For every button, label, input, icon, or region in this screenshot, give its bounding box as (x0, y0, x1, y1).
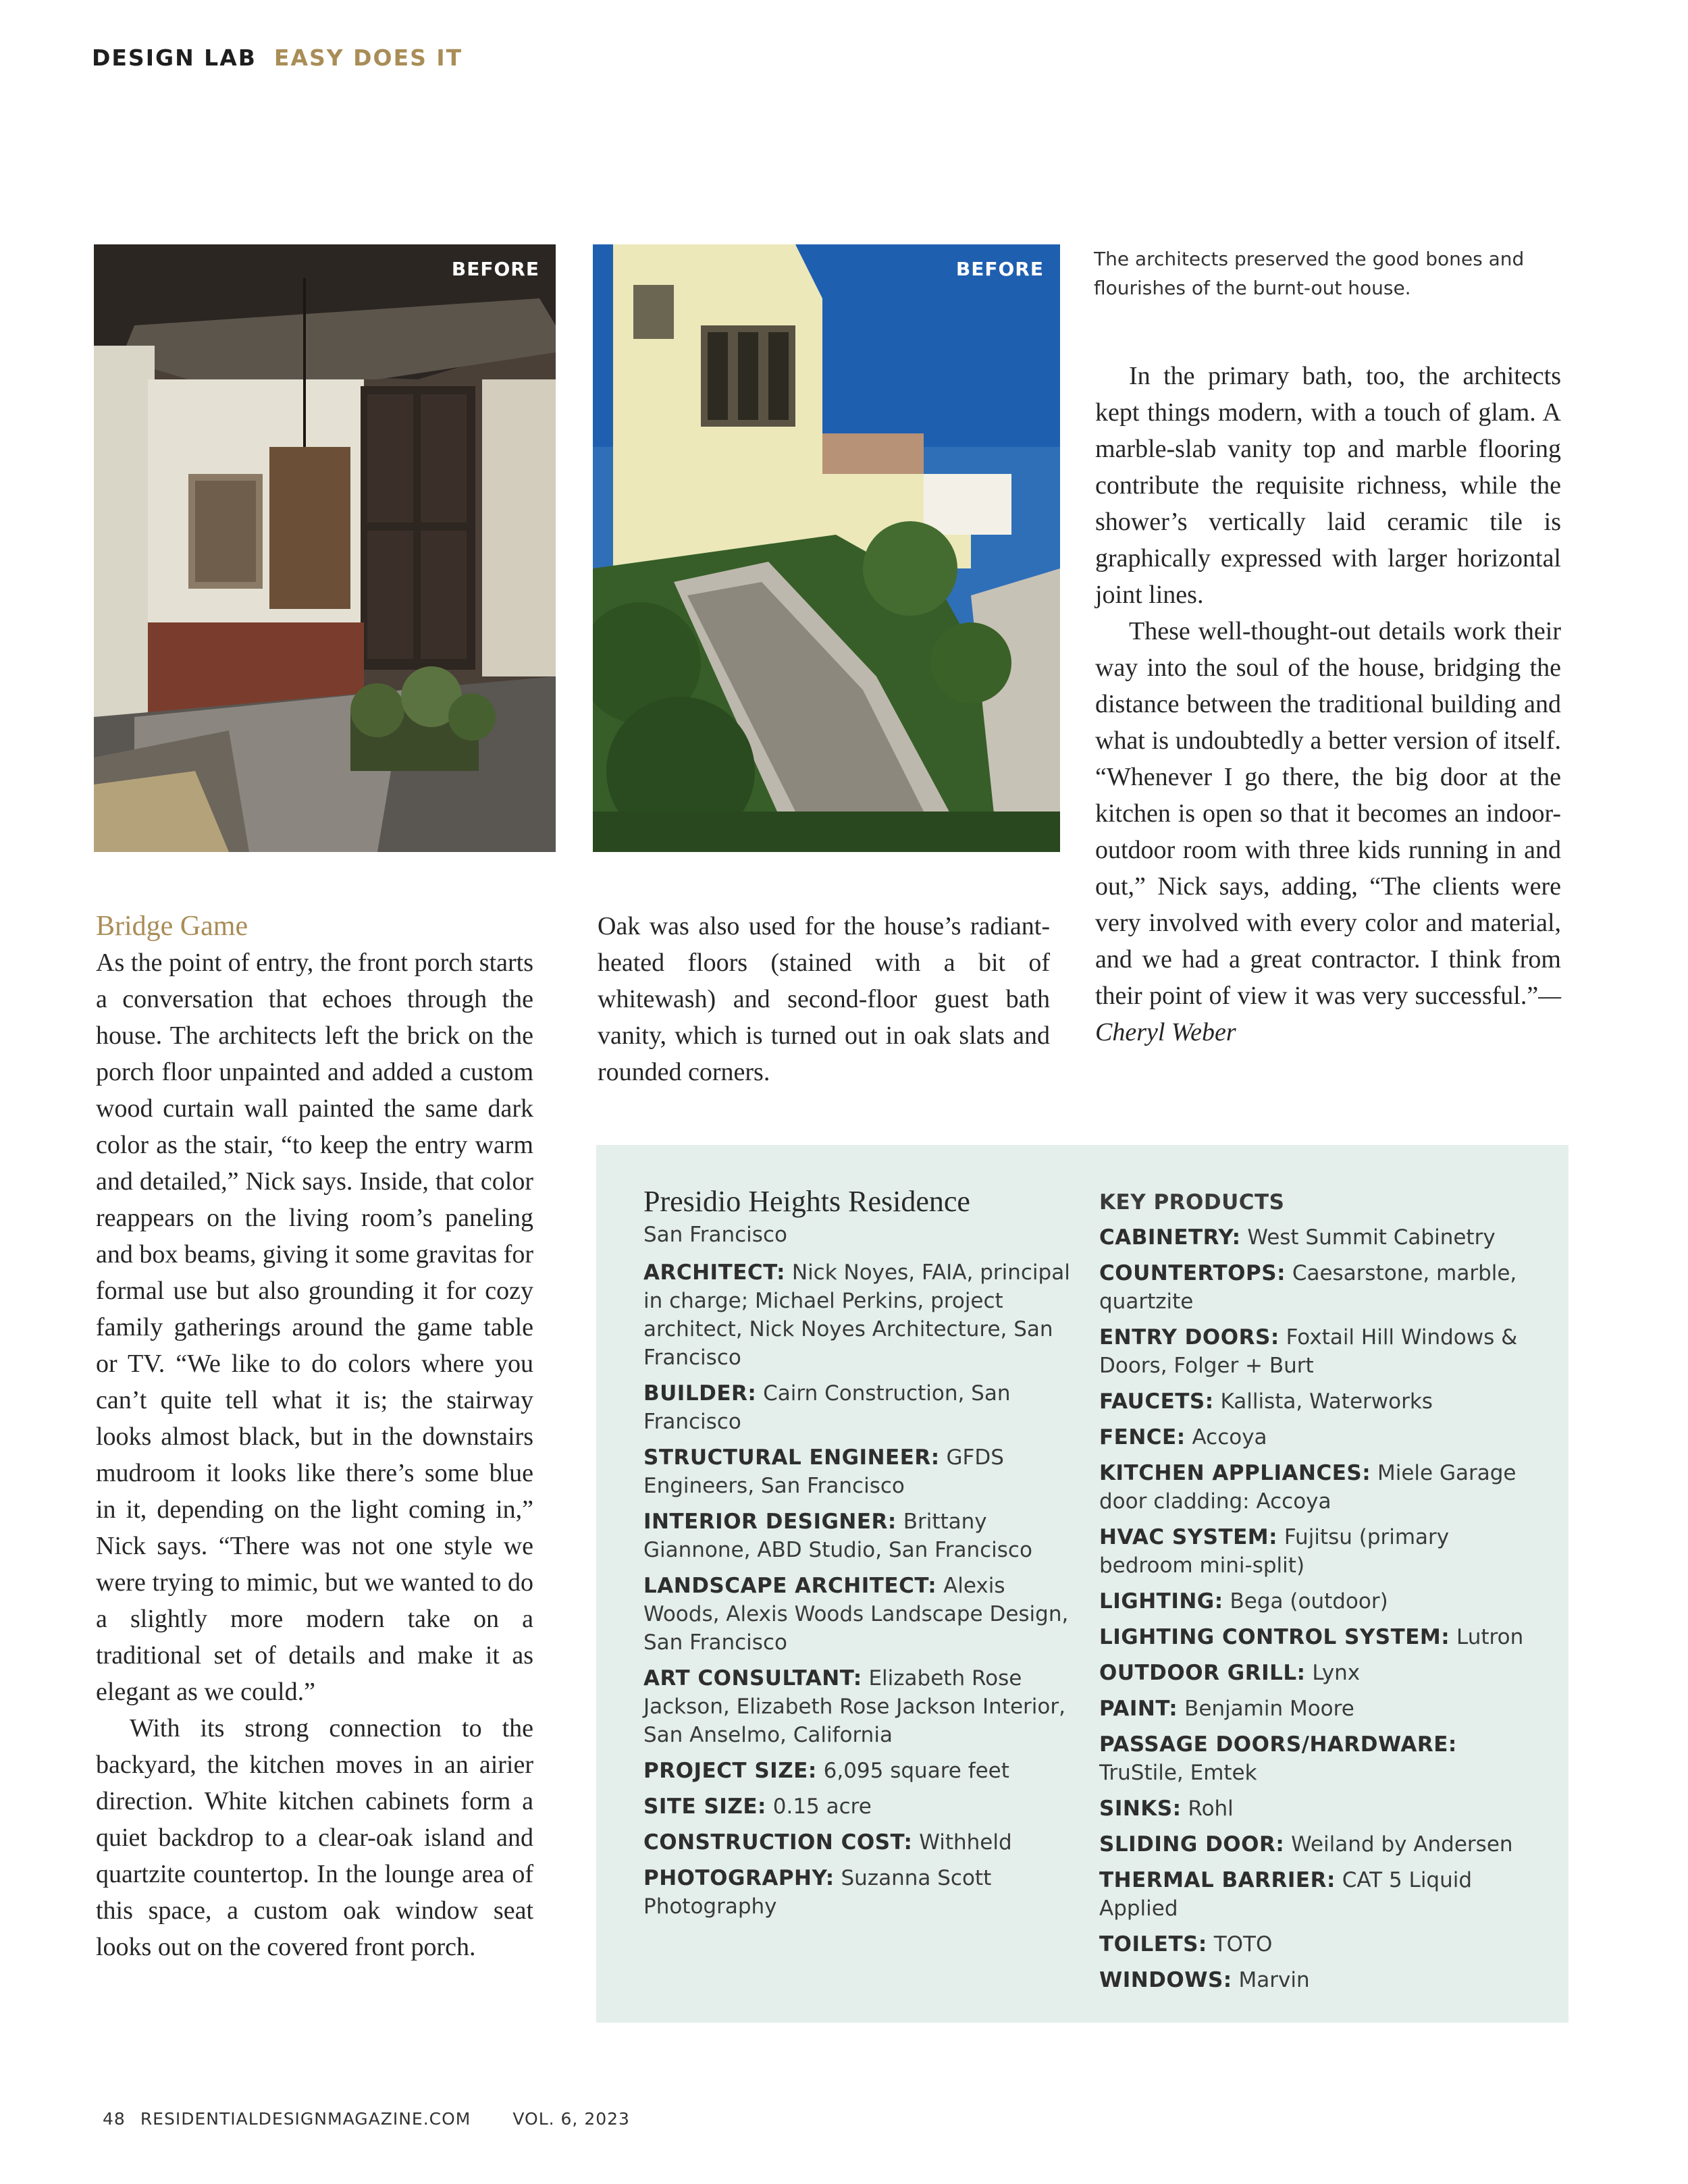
product-entry-value: Weiland by Andersen (1291, 1832, 1513, 1857)
product-entry-label: PAINT: (1099, 1697, 1178, 1721)
credit-entry-value: Cairn Construction, San Francisco (643, 1381, 1011, 1434)
credit-entry-label: BUILDER: (643, 1381, 757, 1406)
key-products (1099, 1188, 1531, 2002)
section-name: DESIGN LAB (92, 45, 257, 71)
page-footer (103, 2109, 645, 2129)
product-entry-label: FENCE: (1099, 1425, 1186, 1449)
credit-entry-value: Withheld (919, 1830, 1012, 1855)
credit-entry-label: CONSTRUCTION COST: (643, 1830, 913, 1855)
credit-entry (643, 1443, 1076, 1500)
product-entry-value: TOTO (1213, 1932, 1273, 1956)
credit-entry (643, 1864, 1076, 1921)
product-entry-label: HVAC SYSTEM: (1099, 1525, 1278, 1549)
issue-volume: VOL. 6, 2023 (512, 2109, 630, 2129)
product-list (1099, 1223, 1531, 1994)
subsection-name: EASY DOES IT (273, 45, 463, 71)
product-entry-value: Caesarstone, marble, quartzite (1099, 1261, 1517, 1314)
product-entry-value: Marvin (1238, 1968, 1310, 1992)
product-entry (1099, 1930, 1531, 1959)
credit-entry-value: 0.15 acre (772, 1794, 872, 1819)
byline: —Cheryl Weber (1095, 982, 1561, 1046)
credit-entry-value: 6,095 square feet (823, 1759, 1009, 1783)
credit-entry-label: LANDSCAPE ARCHITECT: (643, 1574, 937, 1598)
credit-entry (643, 1828, 1076, 1857)
paragraph (1095, 613, 1561, 1050)
product-entry-value: Foxtail Hill Windows & Doors, Folger + Burt (1099, 1325, 1518, 1378)
credit-entry-label: SITE SIZE: (643, 1794, 766, 1819)
product-entry (1099, 1794, 1531, 1823)
magazine-site: RESIDENTIALDESIGNMAGAZINE.COM (140, 2109, 471, 2129)
product-entry-label: FAUCETS: (1099, 1389, 1214, 1414)
product-entry-value: CAT 5 Liquid Applied (1099, 1868, 1473, 1921)
product-entry-value: TruStile, Emtek (1099, 1761, 1257, 1785)
product-entry-label: LIGHTING: (1099, 1589, 1223, 1614)
product-entry (1099, 1695, 1531, 1723)
article-column-3 (1095, 358, 1561, 1050)
subheading: Bridge Game (96, 911, 248, 942)
credit-entry (643, 1572, 1076, 1657)
project-location: San Francisco (643, 1223, 787, 1247)
product-entry (1099, 1459, 1531, 1516)
product-entry (1099, 1659, 1531, 1687)
credit-entry (643, 1664, 1076, 1749)
product-entry-label: CABINETRY: (1099, 1225, 1241, 1250)
credit-entry-label: PHOTOGRAPHY: (643, 1866, 835, 1890)
before-label: BEFORE (451, 258, 539, 280)
credit-entry-value: GFDS Engineers, San Francisco (643, 1445, 1004, 1498)
credit-entry-label: STRUCTURAL ENGINEER: (643, 1445, 940, 1470)
product-entry (1099, 1866, 1531, 1923)
product-entry (1099, 1523, 1531, 1580)
product-entry (1099, 1730, 1531, 1787)
paragraph-text: These well-thought-out details work their way into the soul of the house, bridging the distance between the traditional building and what is undoubtedly a better version of itself. “Whenever I go there, the big door at the kitchen is open so that it becomes an indoor-outdoor room with three kids running in and out,” Nick says, adding, “The clients were very involved with every color and material, and we had a great contractor. I think from their point of view it was very successful.” (1095, 617, 1561, 1010)
credit-entry (643, 1379, 1076, 1436)
project-credits-box (596, 1145, 1568, 2023)
article-column-1 (96, 908, 533, 1965)
product-entry-label: PASSAGE DOORS/HARDWARE: (1099, 1732, 1457, 1757)
product-entry-value: Rohl (1188, 1796, 1234, 1821)
product-entry-value: Lutron (1456, 1625, 1524, 1649)
key-products-title: KEY PRODUCTS (1099, 1190, 1285, 1215)
credit-entry-value: Elizabeth Rose Jackson, Elizabeth Rose Jackson Interior, San Anselmo, California (643, 1666, 1065, 1747)
credit-entry-value: Alexis Woods, Alexis Woods Landscape Design, San Francisco (643, 1574, 1069, 1655)
product-entry-label: OUTDOOR GRILL: (1099, 1661, 1306, 1685)
product-entry-value: Accoya (1192, 1425, 1267, 1449)
article-column-2 (598, 908, 1050, 1090)
credit-entry (643, 1508, 1076, 1564)
product-entry (1099, 1587, 1531, 1616)
paragraph: With its strong connection to the backyard, the kitchen moves in an airier direction. White kitchen cabinets form a quiet backdrop to a clear-oak island and quartzite countertop. In the lounge area of this space, a custom oak window seat looks out on the covered front porch. (96, 1714, 533, 1961)
product-entry-value: West Summit Cabinetry (1247, 1225, 1496, 1250)
project-credits (643, 1183, 1076, 1928)
product-entry-label: COUNTERTOPS: (1099, 1261, 1286, 1285)
product-entry-value: Benjamin Moore (1184, 1697, 1354, 1721)
photo-caption: The architects preserved the good bones and flourishes of the burnt-out house. (1094, 248, 1525, 299)
credit-list (643, 1258, 1076, 1921)
paragraph: Oak was also used for the house’s radiant-heated floors (stained with a bit of whitewash) and second-floor guest bath vanity, which is turned out in oak slats and rounded corners. (598, 912, 1050, 1086)
product-entry (1099, 1423, 1531, 1451)
product-entry-label: SINKS: (1099, 1796, 1182, 1821)
product-entry (1099, 1259, 1531, 1316)
product-entry (1099, 1830, 1531, 1859)
project-title: Presidio Heights Residence (643, 1185, 970, 1218)
credit-entry-value: Brittany Giannone, ABD Studio, San Francisco (643, 1510, 1032, 1562)
product-entry-label: TOILETS: (1099, 1932, 1207, 1956)
product-entry (1099, 1966, 1531, 1994)
product-entry-value: Bega (outdoor) (1230, 1589, 1388, 1614)
paragraph: As the point of entry, the front porch starts a conversation that echoes through the house. The architects left the brick on the porch floor unpainted and added a custom wood curtain wall painted the same dark color as the stair, “to keep the entry warm and detailed,” Nick says. Inside, that color reappears on the living room’s paneling and box beams, giving it some gravitas for formal use but also grounding it for cozy family gatherings around the game table or TV. “We like to do colors where you can’t quite tell what it is; the stairway looks almost black, but in the downstairs mudroom it looks like there’s some blue in it, depending on the light coming in,” Nick says. “There was not one style we were trying to mimic, but we wanted to do a slightly more modern take on a traditional set of details and make it as elegant as we could.” (96, 949, 533, 1706)
credit-entry (643, 1757, 1076, 1785)
before-label: BEFORE (955, 258, 1044, 280)
product-entry-label: THERMAL BARRIER: (1099, 1868, 1336, 1892)
product-entry-label: ENTRY DOORS: (1099, 1325, 1280, 1350)
product-entry (1099, 1323, 1531, 1380)
product-entry-label: WINDOWS: (1099, 1968, 1232, 1992)
product-entry-label: SLIDING DOOR: (1099, 1832, 1285, 1857)
exterior-before-photo (593, 244, 1060, 852)
porch-before-photo (94, 244, 556, 852)
credit-entry-label: INTERIOR DESIGNER: (643, 1510, 897, 1534)
product-entry-value: Miele Garage door cladding: Accoya (1099, 1461, 1516, 1514)
credit-entry-label: ART CONSULTANT: (643, 1666, 862, 1690)
product-entry (1099, 1387, 1531, 1416)
product-entry-value: Kallista, Waterworks (1220, 1389, 1433, 1414)
product-entry (1099, 1223, 1531, 1252)
credit-entry-label: PROJECT SIZE: (643, 1759, 817, 1783)
product-entry-value: Lynx (1312, 1661, 1361, 1685)
section-header (92, 45, 463, 71)
product-entry (1099, 1623, 1531, 1651)
product-entry-label: LIGHTING CONTROL SYSTEM: (1099, 1625, 1450, 1649)
credit-entry (643, 1792, 1076, 1821)
credit-entry (643, 1258, 1076, 1372)
page-number: 48 (103, 2109, 126, 2129)
product-entry-value: Fujitsu (primary bedroom mini-split) (1099, 1525, 1450, 1578)
product-entry-label: KITCHEN APPLIANCES: (1099, 1461, 1371, 1485)
credit-entry-label: ARCHITECT: (643, 1260, 786, 1285)
credit-entry-value: Nick Noyes, FAIA, principal in charge; Michael Perkins, project architect, Nick Noyes Architecture, San Francisco (643, 1260, 1070, 1370)
credit-entry-value: Suzanna Scott Photography (643, 1866, 992, 1919)
paragraph: In the primary bath, too, the architects kept things modern, with a touch of glam. A marble-slab vanity top and marble flooring contribute the requisite richness, while the shower’s vertically laid ceramic tile is graphically expressed with larger horizontal joint lines. (1095, 362, 1561, 609)
